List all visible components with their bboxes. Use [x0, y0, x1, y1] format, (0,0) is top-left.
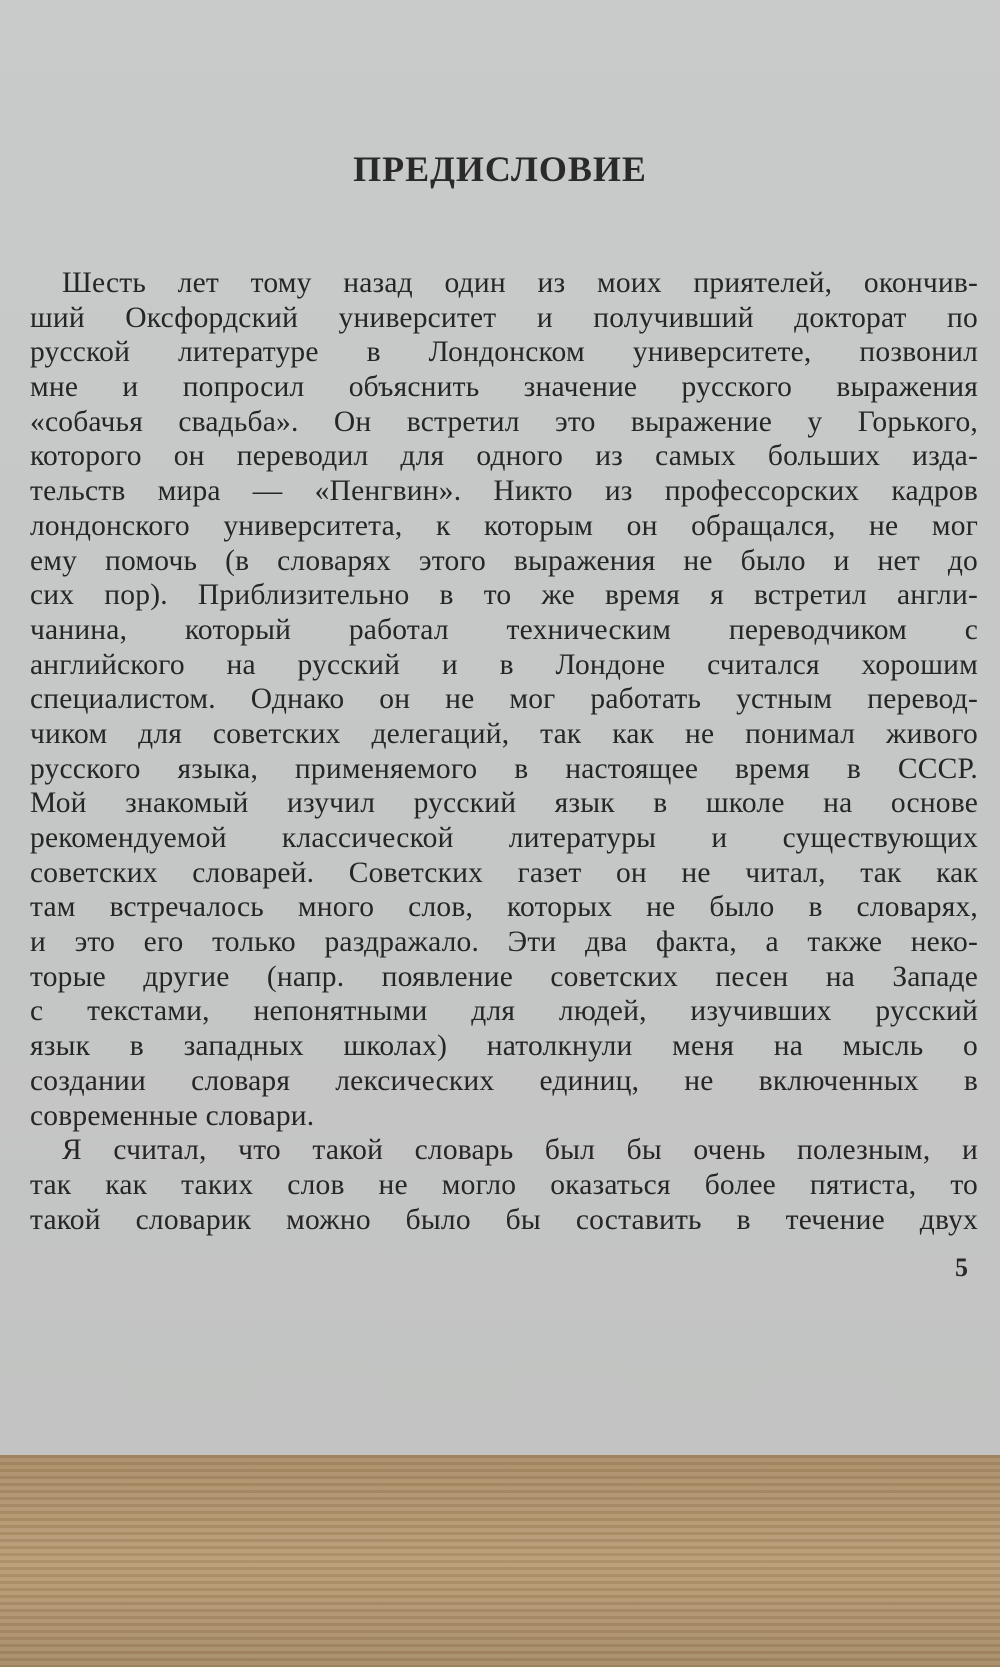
text-line: язык в западных школах) натолкнули меня на мысль о [30, 1030, 978, 1063]
text-line: специалистом. Однако он не мог работать устным перевод- [30, 683, 978, 716]
text-line: сих пор). Приблизительно в то же время я встретил англи- [30, 579, 978, 612]
text-line: лондонского университета, к которым он обращался, не мог [30, 509, 978, 542]
text-line: русского языка, применяемого в настоящее время в СССР. [30, 752, 978, 785]
text-line: ему помочь (в словарях этого выражения не было и нет до [30, 544, 978, 577]
text-line: русской литературе в Лондонском университете, позвонил [30, 336, 978, 369]
text-line: и это его только раздражало. Эти два факта, а также неко- [30, 926, 978, 959]
text-line: «собачья свадьба». Он встретил это выражение у Горького, [30, 405, 978, 438]
text-line: английского на русский и в Лондоне считался хорошим [30, 648, 978, 681]
page-number: 5 [955, 1253, 968, 1282]
text-line: ший Оксфордский университет и получивший докторат по [30, 301, 978, 334]
text-line: тельств мира — «Пенгвин». Никто из профессорских кадров [30, 475, 978, 508]
text-line: рекомендуемой классической литературы и существующих [30, 822, 978, 854]
text-line: чанина, который работал техническим переводчиком с [30, 613, 978, 646]
wooden-table-surface [0, 1455, 1000, 1667]
text-line: там встречалось много слов, которых не было в словарях, [30, 891, 978, 924]
text-line: современные словари. [30, 1099, 315, 1132]
text-line: торые другие (напр. появление советских песен на Западе [30, 960, 978, 993]
text-line: создании словаря лексических единиц, не включенных в [30, 1064, 978, 1097]
text-line: мне и попросил объяснить значение русского выражения [30, 371, 978, 404]
text-line: чиком для советских делегаций, так как не понимал живого [30, 717, 978, 750]
text-line: так как таких слов не могло оказаться более пятиста, то [30, 1168, 978, 1201]
text-line: которого он переводил для одного из самых больших изда- [30, 440, 978, 473]
text-line: советских словарей. Советских газет он не читал, так как [30, 856, 978, 889]
text-line: с текстами, непонятными для людей, изучивших русский [30, 995, 978, 1028]
page-title: ПРЕДИСЛОВИЕ [353, 149, 647, 189]
text-line: Шесть лет тому назад один из моих приятелей, окончив- [62, 267, 978, 299]
text-line: такой словарик можно было бы составить в течение двух [30, 1203, 978, 1236]
text-line: Мой знакомый изучил русский язык в школе на основе [30, 787, 978, 820]
text-line: Я считал, что такой словарь был бы очень полезным, и [62, 1134, 978, 1167]
preface-body [30, 266, 978, 1237]
